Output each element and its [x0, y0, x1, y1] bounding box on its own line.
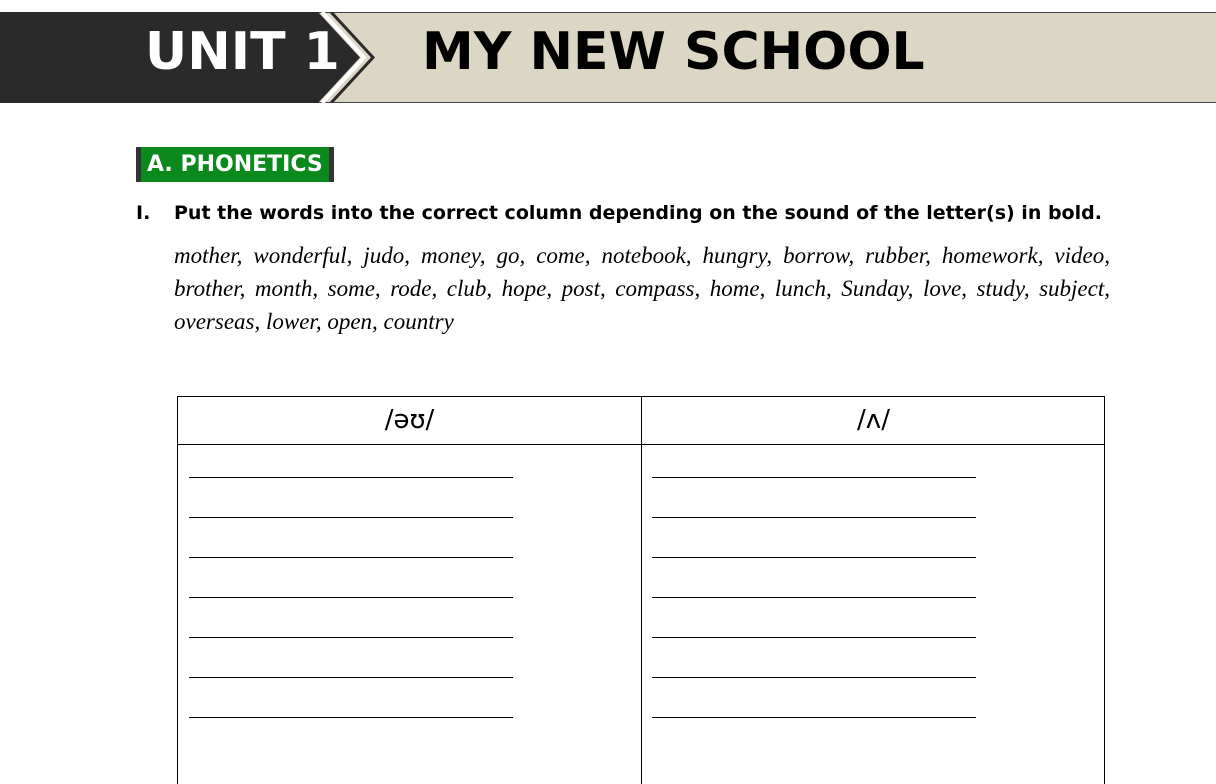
answer-blank-line[interactable]: [189, 637, 513, 638]
word-list: mother, wonderful, judo, money, go, come, notebook, hungry, borrow, rubber, homework, video, brother, month, some, rode, club, hope, post, compass, home, lunch, Sunday, love, study, subject, overseas, lower, open, country: [174, 243, 1110, 334]
answer-blank-line[interactable]: [652, 717, 976, 718]
answer-blank-line[interactable]: [652, 517, 976, 518]
column-header-uh: /ʌ/: [857, 405, 890, 435]
answer-blank-line[interactable]: [652, 477, 976, 478]
section-heading-phonetics: A. PHONETICS: [136, 147, 334, 182]
unit-label: UNIT 1: [145, 22, 340, 82]
answer-blank-line[interactable]: [189, 557, 513, 558]
answer-blank-line[interactable]: [189, 477, 513, 478]
answer-table: [177, 396, 1105, 784]
answer-blank-line[interactable]: [652, 597, 976, 598]
task-instruction: Put the words into the correct column depending on the sound of the letter(s) in bold.: [174, 202, 1102, 224]
answer-blank-line[interactable]: [189, 597, 513, 598]
column-divider: [641, 397, 642, 784]
answer-blank-line[interactable]: [189, 517, 513, 518]
answer-blank-line[interactable]: [652, 557, 976, 558]
header-rule: [178, 444, 1104, 445]
unit-title: MY NEW SCHOOL: [422, 22, 925, 82]
answer-blank-line[interactable]: [652, 637, 976, 638]
answer-blank-line[interactable]: [189, 677, 513, 678]
column-header-ou: /əʊ/: [384, 405, 435, 435]
answer-blank-line[interactable]: [652, 677, 976, 678]
task-number: I.: [136, 202, 151, 224]
answer-blank-line[interactable]: [189, 717, 513, 718]
